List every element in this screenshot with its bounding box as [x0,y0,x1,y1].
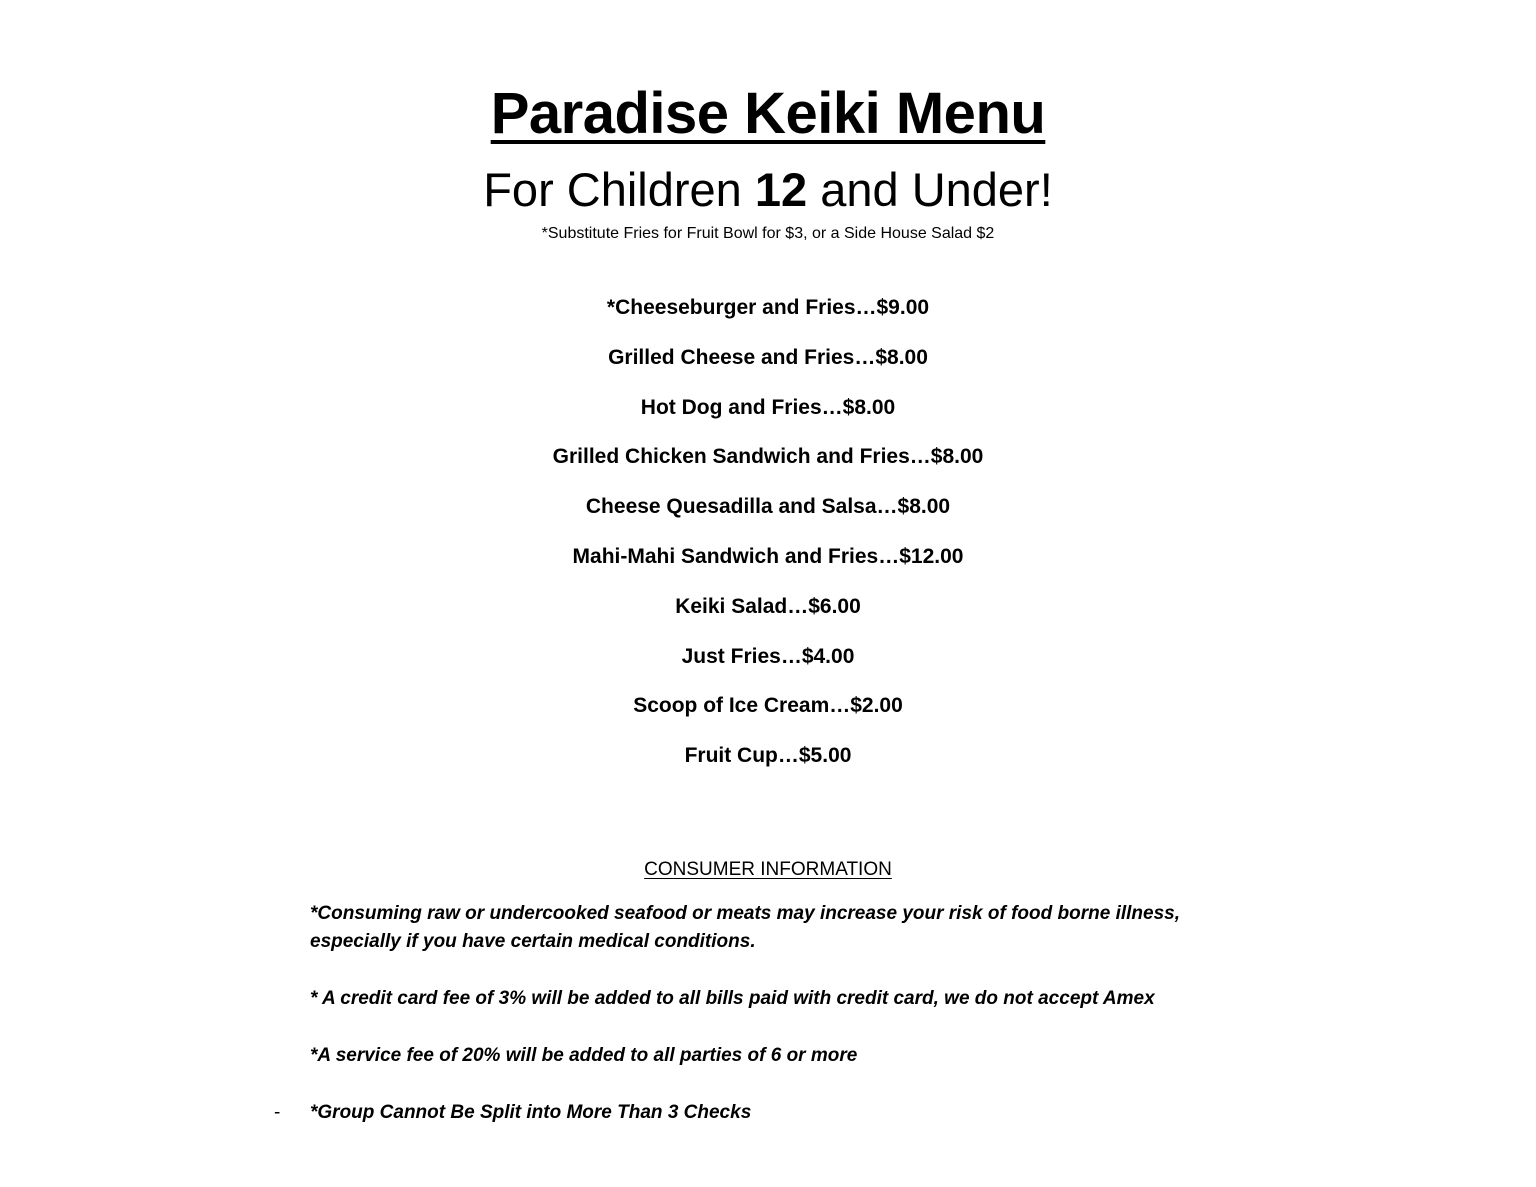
credit-card-fee-notice: * A credit card fee of 3% will be added to all bills paid with credit card, we do not accept Amex [310,988,1155,1009]
subtitle-text-before: For Children [483,163,755,216]
bullet-dash: - [274,1102,281,1123]
menu-item-hot-dog: Hot Dog and Fries…$8.00 [640,395,896,419]
menu-title-text: Paradise Keiki Menu [490,81,1046,146]
menu-subtitle [0,160,1536,220]
menu-item-mahi-mahi-sandwich: Mahi-Mahi Sandwich and Fries…$12.00 [572,544,964,568]
menu-item-ice-cream: Scoop of Ice Cream…$2.00 [633,694,903,718]
subtitle-text-after: and Under! [807,163,1053,216]
consumer-info-heading [0,857,1536,883]
menu-item-grilled-cheese: Grilled Cheese and Fries…$8.00 [608,345,928,369]
menu-item-cheeseburger: *Cheeseburger and Fries…$9.00 [606,296,930,319]
service-fee-notice: *A service fee of 20% will be added to all parties of 6 or more [310,1045,858,1066]
consumer-info-heading-text: CONSUMER INFORMATION [644,859,892,880]
subtitle-age: 12 [754,163,808,216]
substitution-note: *Substitute Fries for Fruit Bowl for $3, or a Side House Salad $2 [541,225,995,242]
menu-item-grilled-chicken-sandwich: Grilled Chicken Sandwich and Fries…$8.00 [552,445,984,469]
menu-item-fruit-cup: Fruit Cup…$5.00 [684,744,852,768]
raw-food-warning: *Consuming raw or undercooked seafood or meats may increase your risk of food borne illness, especially if you have certain medical conditions. [310,903,1180,952]
split-checks-notice: *Group Cannot Be Split into More Than 3 Checks [310,1102,752,1123]
menu-item-keiki-salad: Keiki Salad…$6.00 [675,594,861,618]
menu-item-just-fries: Just Fries…$4.00 [681,644,855,668]
menu-title [0,78,1536,150]
menu-item-cheese-quesadilla: Cheese Quesadilla and Salsa…$8.00 [585,495,951,519]
menu-item-list [0,294,1536,792]
